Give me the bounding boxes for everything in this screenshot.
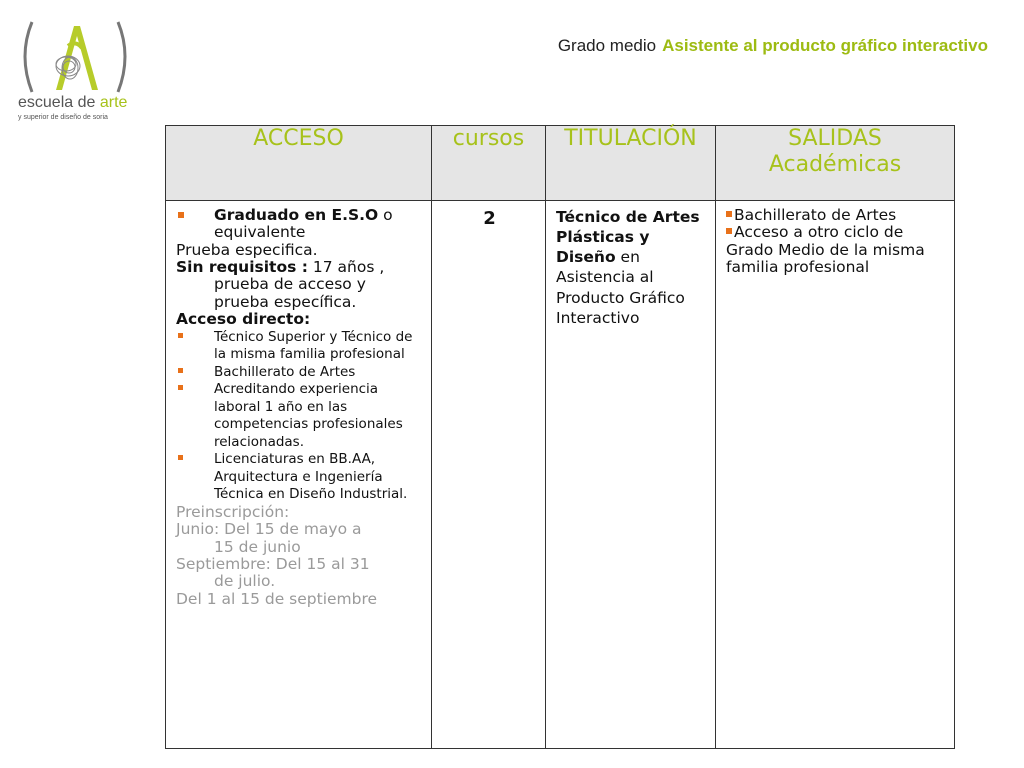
logo-emblem-icon: [16, 18, 146, 98]
header-salidas: SALIDAS Académicas: [716, 126, 955, 201]
program-table: [165, 125, 955, 749]
logo-subtitle: y superior de diseño de soria: [18, 114, 108, 121]
acceso-directo-item: Bachillerato de Artes: [176, 364, 423, 382]
salidas-item: Bachillerato de Artes: [726, 207, 946, 224]
acceso-cell: [166, 201, 432, 749]
table-header-row: [166, 126, 955, 201]
header-titulacion: TITULACIÓN: [546, 126, 716, 201]
acceso-directo-item: Licenciaturas en BB.AA, Arquitectura e Ingeniería Técnica en Diseño Industrial.: [176, 451, 423, 504]
bullet-square-icon: [726, 211, 732, 217]
titulacion-rest: en Asistencia al Producto Gráfico Interactivo: [556, 248, 685, 327]
salidas-item: Acceso a otro ciclo de Grado Medio de la misma familia profesional: [726, 223, 925, 277]
header-cursos: cursos: [432, 126, 546, 201]
salidas-cell: [716, 201, 955, 749]
acceso-directo-item: Técnico Superior y Técnico de la misma familia profesional: [176, 329, 423, 364]
preinscripcion-septiembre: Septiembre: Del 15 al 31: [176, 555, 370, 574]
acceso-directo-item: Acreditando experiencia laboral 1 año en las competencias profesionales relacionadas.: [176, 381, 423, 451]
header-acceso: ACCESO: [166, 126, 432, 201]
preinscripcion-septiembre-cont: de julio.: [214, 572, 276, 591]
acceso-sin-requisitos: Sin requisitos : 17 años ,: [176, 258, 385, 277]
preinscripcion-septiembre-2: Del 1 al 15 de septiembre: [176, 589, 378, 608]
preinscripcion-label: Preinscripción:: [176, 502, 290, 521]
preinscripcion-junio-cont: 15 de junio: [214, 537, 301, 556]
page-title: [558, 36, 988, 56]
acceso-directo-label: Acceso directo:: [176, 310, 311, 329]
school-logo: [16, 18, 146, 128]
acceso-prueba: Prueba especifica.: [176, 240, 318, 259]
logo-name: escuela de arte: [18, 94, 128, 111]
acceso-graduado: Graduado en E.S.O o equivalente: [176, 207, 423, 242]
acceso-sin-requisitos-cont: prueba de acceso y prueba específica.: [214, 275, 366, 311]
bullet-square-icon: [726, 228, 732, 234]
title-prefix: Grado medio: [557, 36, 657, 55]
preinscripcion-junio: Junio: Del 15 de mayo a: [176, 520, 362, 539]
cursos-cell: 2: [432, 201, 546, 749]
titulacion-cell: [546, 201, 716, 749]
table-row: [166, 201, 955, 749]
titulacion-bold: Técnico de Artes Plásticas y Diseño: [556, 208, 700, 267]
title-highlight: Asistente al producto gráfico interactivo: [662, 36, 988, 55]
